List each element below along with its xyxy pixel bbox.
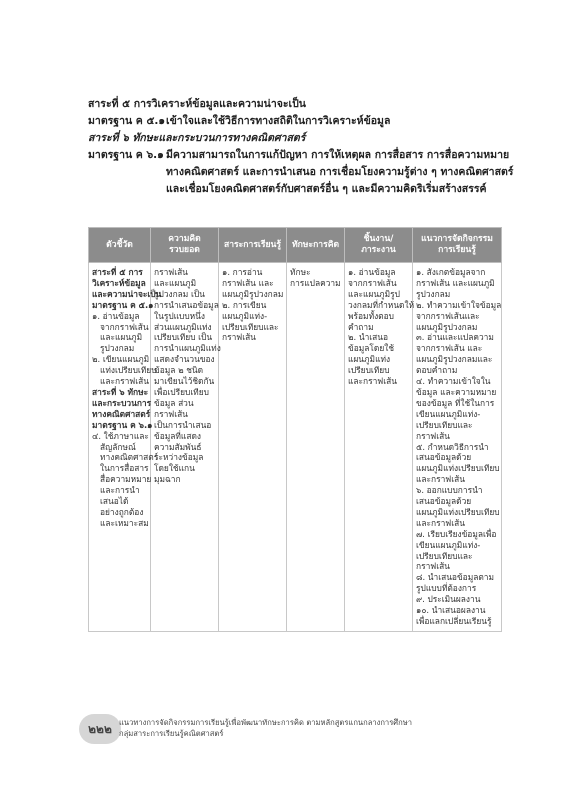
- strand6-heading: สาระที่ ๖ ทักษะและกระบวนการทางคณิตศาสตร์: [88, 132, 306, 144]
- cell-line: ในการสื่อสาร: [100, 463, 149, 474]
- cell-line: จากกราฟเส้น และ: [416, 343, 483, 354]
- cell-line: ส่วนแผนภูมิแท่ง: [154, 321, 212, 332]
- cell-line: แผนภูมิรูปวงกลม: [416, 321, 478, 332]
- standard-6-1-line-2: ทางคณิตศาสตร์ และการนำเสนอ การเชื่อมโยงความรู้ต่าง ๆ ทางคณิตศาสตร์: [166, 166, 514, 178]
- page-number: ๒๒๒: [79, 714, 121, 744]
- cell-line: ๖. ออกแบบการนำ: [416, 485, 483, 496]
- cell-line: กราฟเส้น และ: [222, 277, 274, 288]
- cell-line: ทักษะ: [290, 267, 311, 277]
- cell-line: ๒. เขียนแผนภูมิ: [92, 354, 150, 365]
- cell-line: รูปวงกลม: [416, 288, 451, 299]
- footer-book-title: แนวทางการจัดกิจกรรมการเรียนรู้เพื่อพัฒนาทักษะการคิด ตามหลักสูตรแกนกลางการศึกษา: [119, 718, 412, 727]
- footer-subject: กลุ่มสาระการเรียนรู้คณิตศาสตร์: [119, 729, 224, 738]
- cell-line: ๘. นำเสนอข้อมูลตาม: [416, 572, 495, 583]
- cell-line: คำถาม: [348, 321, 374, 332]
- cell-line: แผนภูมิแท่ง-: [222, 310, 268, 321]
- concept-cell: [151, 263, 219, 632]
- cell-line: รูปแบบที่ต้องการ: [416, 583, 477, 594]
- table-row: [89, 263, 502, 632]
- cell-line: เขียนแผนภูมิแท่ง-: [416, 408, 481, 419]
- cell-line: และกราฟเส้น: [416, 517, 465, 528]
- cell-line: ๔. ทำความเข้าใจใน: [416, 376, 491, 387]
- cell-line: ๓. อ่านและแปลความ: [416, 332, 494, 343]
- cell-line: ข้อมูลโดยใช้: [348, 343, 395, 354]
- cell-line: ๑. สังเกตข้อมูลจาก: [416, 267, 486, 277]
- cell-line: มาตรฐาน ค ๕.๑: [92, 299, 154, 310]
- cell-line: และการนำ: [100, 485, 140, 496]
- cell-line: แผนภูมิแท่งเปรียบเทียบ: [416, 463, 500, 474]
- cell-line: ๔. ใช้ภาษาและ: [92, 430, 149, 441]
- cell-line: ข้อมูล และความหมาย: [416, 386, 497, 397]
- cell-line: แสดงจำนวนของ: [154, 354, 215, 365]
- cell-line: การนำแผนภูมิแท่ง: [154, 343, 221, 354]
- cell-line: เพื่อเปรียบเทียบ: [154, 386, 209, 397]
- tasks-cell: [345, 263, 413, 632]
- cell-line: และกราฟเส้น: [416, 474, 465, 485]
- page-footer: [79, 712, 459, 748]
- cell-line: กราฟเส้น: [416, 561, 450, 572]
- cell-line: เขียนแผนภูมิแท่ง-: [416, 539, 481, 550]
- cell-line: ๕. กำหนดวิธีการนำ: [416, 441, 489, 452]
- standards-headings: [88, 96, 528, 198]
- header-concept: ความคิด รวบยอด: [151, 228, 219, 263]
- standard-6-1-line-1: มีความสามารถในการแก้ปัญหา การให้เหตุผล การสื่อสาร การสื่อความหมาย: [166, 149, 510, 161]
- cell-line: ๑๐. นำเสนอผลงาน: [416, 605, 486, 616]
- cell-line: จากกราฟเส้นและ: [416, 310, 480, 321]
- standard-5-1: [88, 113, 528, 130]
- header-indicators: ตัวชี้วัด: [89, 228, 151, 263]
- cell-line: เปรียบเทียบและ: [222, 321, 279, 332]
- cell-line: ตอบคำถาม: [416, 365, 458, 376]
- cell-line: กราฟเส้น: [154, 267, 188, 277]
- cell-line: และกราฟเส้น: [100, 376, 149, 387]
- cell-line: ในรูปแบบหนึ่ง: [154, 310, 205, 321]
- learning-content-cell: [219, 263, 287, 632]
- standard-5-1-text: เข้าใจและใช้วิธีการทางสถิติในการวิเคราะห์ข้อมูล: [166, 115, 391, 127]
- header-learning-content: สาระการเรียนรู้: [219, 228, 287, 263]
- cell-line: ทางคณิตศาสตร์: [92, 408, 151, 419]
- cell-line: จากกราฟเส้น: [348, 277, 397, 288]
- cell-line: เปรียบเทียบ เป็น: [154, 332, 213, 343]
- cell-line: ข้อมูล ส่วน: [154, 397, 194, 408]
- cell-line: เปรียบเทียบและ: [416, 419, 473, 430]
- cell-line: ความสัมพันธ์: [154, 441, 202, 452]
- cell-line: และแผนภูมิ: [100, 332, 143, 343]
- cell-line: ข้อมูล ๒ ชนิด: [154, 365, 204, 376]
- curriculum-table: [88, 227, 502, 632]
- cell-line: และเหมาะสม: [100, 517, 149, 528]
- cell-line: รูปวงกลม: [100, 343, 135, 354]
- cell-line: วิเคราะห์ข้อมูล: [92, 277, 146, 288]
- cell-line: อย่างถูกต้อง: [100, 506, 144, 517]
- table-header-row: [89, 228, 502, 263]
- cell-line: จากกราฟเส้น: [100, 321, 149, 332]
- cell-line: ทางคณิตศาสตร์: [100, 452, 159, 463]
- cell-line: มาเขียนไว้ชิดกัน: [154, 376, 215, 387]
- cell-line: และความน่าจะเป็น: [92, 288, 162, 299]
- cell-line: โดยใช้แกน: [154, 463, 195, 474]
- standard-6-1-label: มาตรฐาน ค ๖.๑: [88, 149, 164, 161]
- cell-line: แท่งเปรียบเทียบ: [100, 365, 157, 376]
- strand5-heading: สาระที่ ๕ การวิเคราะห์ข้อมูลและความน่าจะเป็น: [88, 98, 306, 110]
- cell-line: สาระที่ ๕ การ: [92, 267, 143, 277]
- cell-line: กราฟเส้น: [154, 408, 188, 419]
- cell-line: และแผนภูมิรูป: [348, 288, 400, 299]
- header-tasks: ชิ้นงาน/ ภาระงาน: [345, 228, 413, 263]
- header-thinking-skills: ทักษะการคิด: [287, 228, 345, 263]
- standard-5-1-label: มาตรฐาน ค ๕.๑: [88, 115, 166, 127]
- cell-line: สาระที่ ๖ ทักษะ: [92, 386, 149, 397]
- cell-line: เพื่อแลกเปลี่ยนเรียนรู้: [416, 616, 492, 626]
- cell-line: เปรียบเทียบ: [348, 365, 390, 376]
- cell-line: กราฟเส้น: [416, 430, 450, 441]
- cell-line: ๙. ประเมินผลงาน: [416, 594, 481, 605]
- cell-line: เสนอข้อมูลด้วย: [416, 452, 472, 463]
- cell-line: กราฟเส้น: [222, 332, 256, 343]
- cell-line: ๑. อ่านข้อมูล: [92, 310, 140, 321]
- cell-line: พร้อมทั้งตอบ: [348, 310, 394, 321]
- indicators-cell: [89, 263, 162, 632]
- cell-line: มาตรฐาน ค ๖.๑: [92, 419, 153, 430]
- cell-line: และกราฟเส้น: [348, 376, 397, 387]
- standard-6-1-line-3: และเชื่อมโยงคณิตศาสตร์กับศาสตร์อื่น ๆ และมีความคิดริเริ่มสร้างสรรค์: [166, 183, 487, 195]
- activities-cell: [413, 263, 502, 632]
- cell-line: มุมฉาก: [154, 474, 181, 485]
- cell-line: แผนภูมิรูปวงกลมและ: [416, 354, 493, 365]
- header-activities: แนวการจัดกิจกรรม การเรียนรู้: [413, 228, 502, 263]
- cell-line: และกระบวนการ: [92, 397, 152, 408]
- cell-line: ของข้อมูล ที่ใช้ในการ: [416, 397, 495, 408]
- cell-line: กราฟเส้น และแผนภูมิ: [416, 277, 495, 288]
- cell-line: เป็นการนำเสนอ: [154, 419, 212, 430]
- cell-line: สัญลักษณ์: [100, 441, 136, 452]
- cell-line: ๗. เรียบเรียงข้อมูลเพื่อ: [416, 528, 497, 539]
- cell-line: ๑. อ่านข้อมูล: [348, 267, 396, 277]
- footer-text: [119, 717, 412, 739]
- cell-line: ๑. การอ่าน: [222, 267, 263, 277]
- cell-line: ๒. ทำความเข้าใจข้อมูล: [416, 299, 502, 310]
- cell-line: สื่อความหมาย: [100, 474, 152, 485]
- cell-line: ๒. นำเสนอ: [348, 332, 389, 343]
- cell-line: ระหว่างข้อมูล: [154, 452, 204, 463]
- cell-line: แผนภูมิแท่ง: [348, 354, 391, 365]
- cell-line: เสนอข้อมูลด้วย: [416, 496, 472, 507]
- cell-line: การแปลความ: [290, 277, 341, 288]
- thinking-skills-cell: [287, 263, 345, 632]
- cell-line: และแผนภูมิ: [154, 277, 197, 288]
- cell-line: การนำเสนอข้อมูล: [154, 299, 219, 310]
- cell-line: วงกลมที่กำหนดให้: [348, 299, 415, 310]
- cell-line: เปรียบเทียบและ: [416, 550, 473, 561]
- cell-line: ข้อมูลที่แสดง: [154, 430, 201, 441]
- cell-line: เสนอได้: [100, 496, 129, 507]
- cell-line: ๒. การเขียน: [222, 299, 267, 310]
- cell-line: รูปวงกลม เป็น: [154, 288, 205, 299]
- cell-line: แผนภูมิรูปวงกลม: [222, 288, 284, 299]
- cell-line: แผนภูมิแท่งเปรียบเทียบ: [416, 506, 500, 517]
- standard-6-1: [88, 147, 528, 198]
